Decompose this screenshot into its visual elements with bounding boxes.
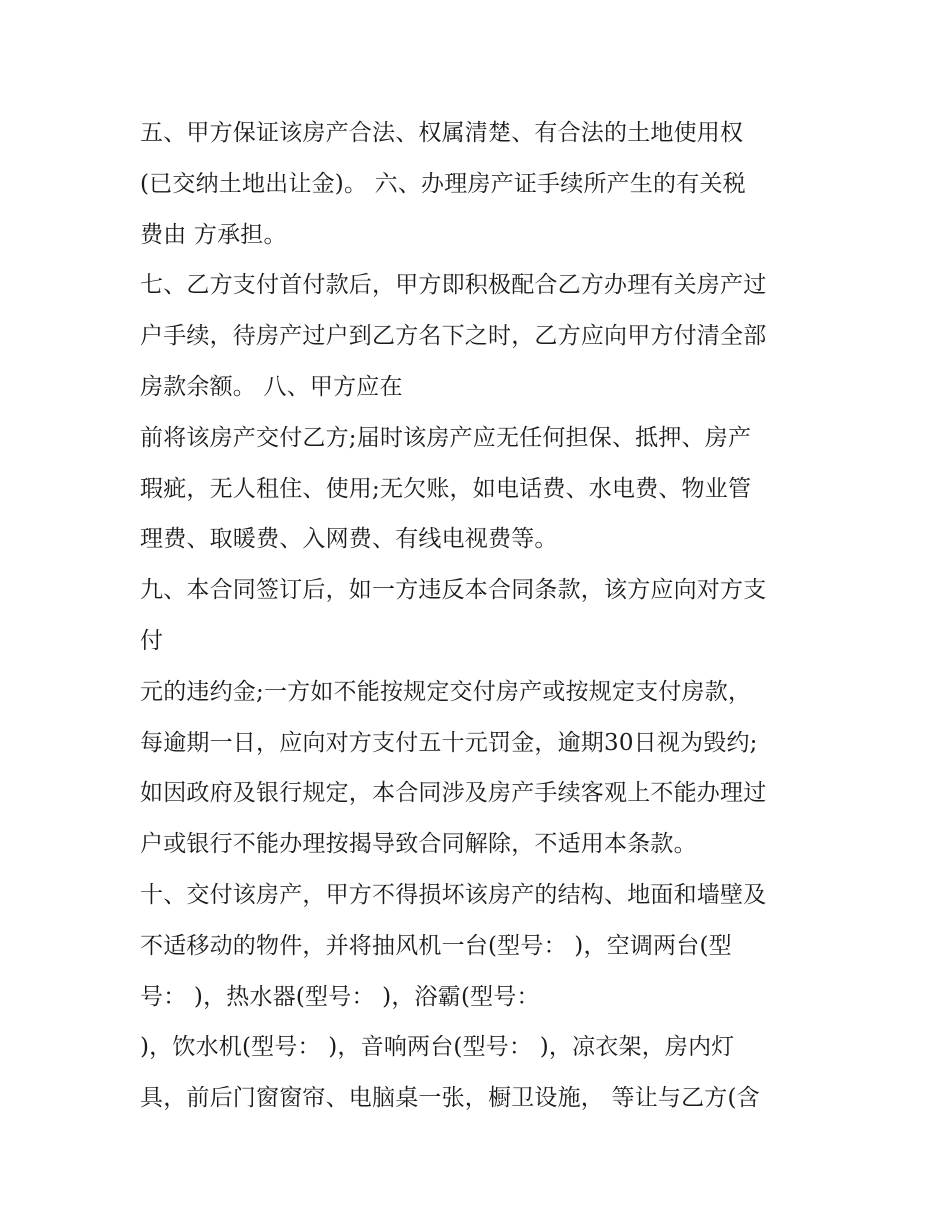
- contract-text: [140, 108, 830, 1124]
- text-line: 不适移动的物件，并将抽风机一台(型号： )，空调两台(型: [140, 932, 732, 959]
- text-line: 具，前后门窗窗帘、电脑桌一张，橱卫设施， 等让与乙方(含: [140, 1085, 760, 1112]
- text-line: (已交纳土地出让金)。 六、办理房产证手续所产生的有关税: [140, 170, 746, 197]
- text-line: 每逾期一日，应向对方支付五十元罚金，逾期30日视为毁约;: [140, 729, 758, 756]
- text-line: 十、交付该房产，甲方不得损坏该房产的结构、地面和墙壁及: [140, 881, 767, 908]
- text-line: 五、甲方保证该房产合法、权属清楚、有合法的土地使用权: [140, 120, 744, 146]
- text-line: )，饮水机(型号： )，音响两台(型号： )，凉衣架，房内灯: [140, 1034, 735, 1061]
- text-line: 户或银行不能办理按揭导致合同解除，不适用本条款。: [140, 831, 697, 858]
- text-line: 房款余额。 八、甲方应在: [140, 373, 403, 400]
- text-line: 前将该房产交付乙方;届时该房产应无任何担保、抵押、房产: [140, 424, 752, 451]
- text-line: 瑕疵，无人租住、使用;无欠账，如电话费、水电费、物业管: [140, 475, 752, 502]
- text-line: 付: [140, 627, 164, 654]
- text-line: 七、乙方支付首付款后，甲方即积极配合乙方办理有关房产过: [140, 272, 767, 299]
- text-line: 九、本合同签订后，如一方违反本合同条款，该方应向对方支: [140, 577, 767, 604]
- text-line: 号： )，热水器(型号： )，浴霸(型号：: [140, 983, 540, 1010]
- text-line: 费由 方承担。: [140, 221, 287, 248]
- text-line: 如因政府及银行规定，本合同涉及房产手续客观上不能办理过: [140, 780, 767, 807]
- text-line: 理费、取暖费、入网费、有线电视费等。: [140, 526, 558, 553]
- text-line: 户手续，待房产过户到乙方名下之时，乙方应向甲方付清全部: [140, 323, 767, 350]
- text-line: 元的违约金;一方如不能按规定交付房产或按规定支付房款，: [140, 678, 752, 705]
